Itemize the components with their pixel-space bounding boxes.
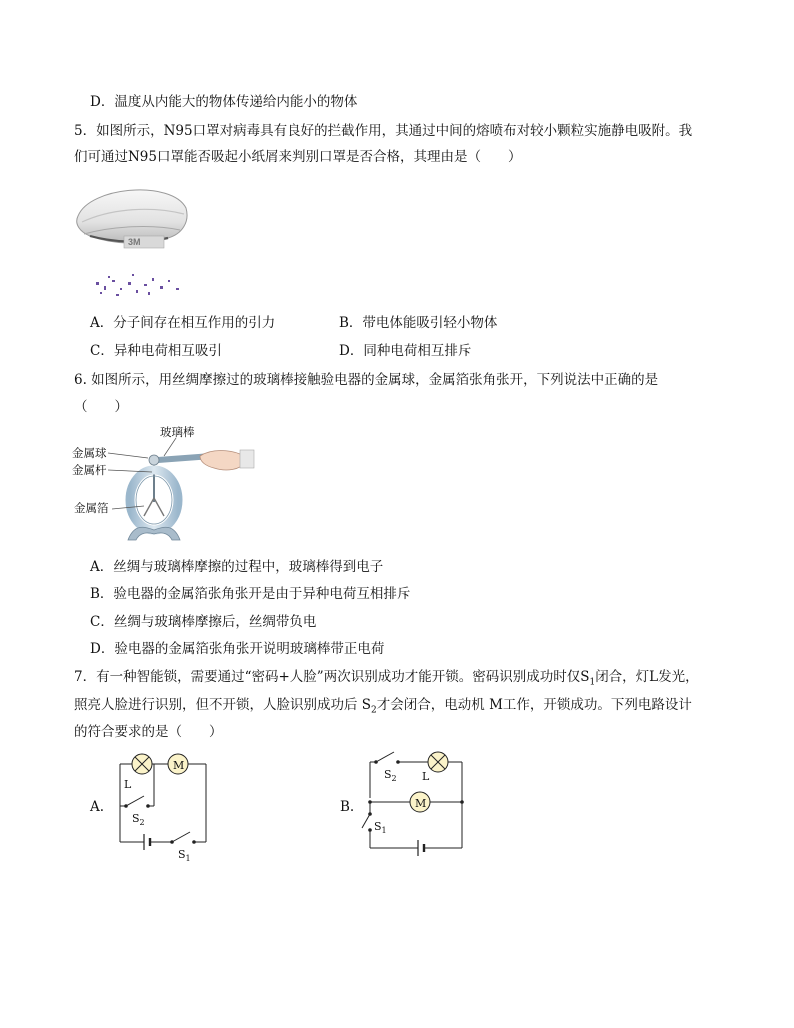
circuit-a-s2-sub: 2 — [139, 818, 145, 827]
q5-stem-line2: 们可通过N95口罩能否吸起小纸屑来判别口罩是否合格，其理由是（ ） — [74, 149, 522, 165]
circuit-a-s2-label — [132, 812, 145, 827]
circuit-b-s1-letter: S — [374, 820, 382, 833]
circuit-a-s1-sub: 1 — [185, 854, 191, 863]
q7-stem-line1 — [74, 668, 699, 692]
circuit-b-lamp-label: L — [422, 770, 430, 783]
circuit-b-s2-label — [384, 768, 397, 783]
circuit-b-s1-label — [374, 820, 387, 835]
q6-stem-line1: 6. 如图所示，用丝绸摩擦过的玻璃棒接触验电器的金属球，金属箔张角张开，下列说法中正确的是 — [74, 372, 659, 388]
q6-option-a: A．丝绸与玻璃棒摩擦的过程中，玻璃棒得到电子 — [90, 559, 384, 575]
circuit-b-option-label: B. — [340, 799, 355, 815]
electroscope-figure — [72, 420, 257, 545]
q7-line2-text-a: 照亮人脸进行识别，但不开锁，人脸识别成功后 S — [74, 697, 372, 713]
q5-option-d: D．同种电荷相互排斥 — [339, 343, 472, 359]
circuit-b-s1-sub: 1 — [381, 826, 387, 835]
circuit-a-s1-label — [178, 848, 191, 863]
q6-stem-line2: （ ） — [74, 399, 128, 415]
circuit-a-diagram — [110, 748, 220, 866]
label-metal-stem: 金属杆 — [72, 463, 107, 477]
q5-option-b: B．带电体能吸引轻小物体 — [339, 315, 498, 331]
label-metal-ball: 金属球 — [72, 446, 107, 460]
q7-stem-line3: 的符合要求的是（ ） — [74, 724, 223, 740]
q7-line2-text-b: 才会闭合，电动机 M工作，开锁成功。下列电路设计 — [376, 697, 692, 713]
q6-option-c: C．丝绸与玻璃棒摩擦后，丝绸带负电 — [90, 614, 317, 630]
mask-brand-label: 3M — [128, 237, 141, 247]
q7-line1-text-a: 7．有一种智能锁，需要通过“密码+人脸”两次识别成功才能开锁。密码识别成功时仅S — [74, 669, 590, 685]
q5-option-c: C．异种电荷相互吸引 — [90, 343, 222, 359]
q4-option-d: D．温度从内能大的物体传递给内能小的物体 — [90, 94, 358, 110]
label-glass-rod: 玻璃棒 — [160, 425, 195, 439]
q7-line1-sub: 1 — [589, 677, 596, 688]
label-metal-foil: 金属箔 — [74, 501, 109, 515]
circuit-b-diagram — [360, 748, 470, 860]
q7-stem-line2 — [74, 696, 692, 720]
circuit-a-lamp-label: L — [124, 778, 132, 791]
circuit-a-s2-letter: S — [132, 812, 140, 825]
circuit-b-motor-label: M — [415, 797, 427, 810]
circuit-b-s2-sub: 2 — [391, 774, 397, 783]
q6-option-b: B．验电器的金属箔张角张开是由于异种电荷互相排斥 — [90, 586, 411, 602]
q5-option-a: A．分子间存在相互作用的引力 — [90, 315, 276, 331]
circuit-a-s1-letter: S — [178, 848, 186, 861]
q7-line2-sub: 2 — [371, 705, 377, 716]
circuit-a-option-label: A. — [90, 799, 105, 815]
circuit-b-s2-letter: S — [384, 768, 392, 781]
q5-stem-line1: 5．如图所示，N95口罩对病毒具有良好的拦截作用，其通过中间的熔喷布对较小颗粒实施静电吸附。我 — [74, 123, 693, 139]
q6-option-d: D．验电器的金属箔张角张开说明玻璃棒带正电荷 — [90, 641, 385, 657]
circuit-a-motor-label: M — [173, 759, 185, 772]
q7-line1-text-b: 闭合，灯L发光， — [595, 669, 699, 685]
n95-mask-figure — [72, 178, 192, 302]
